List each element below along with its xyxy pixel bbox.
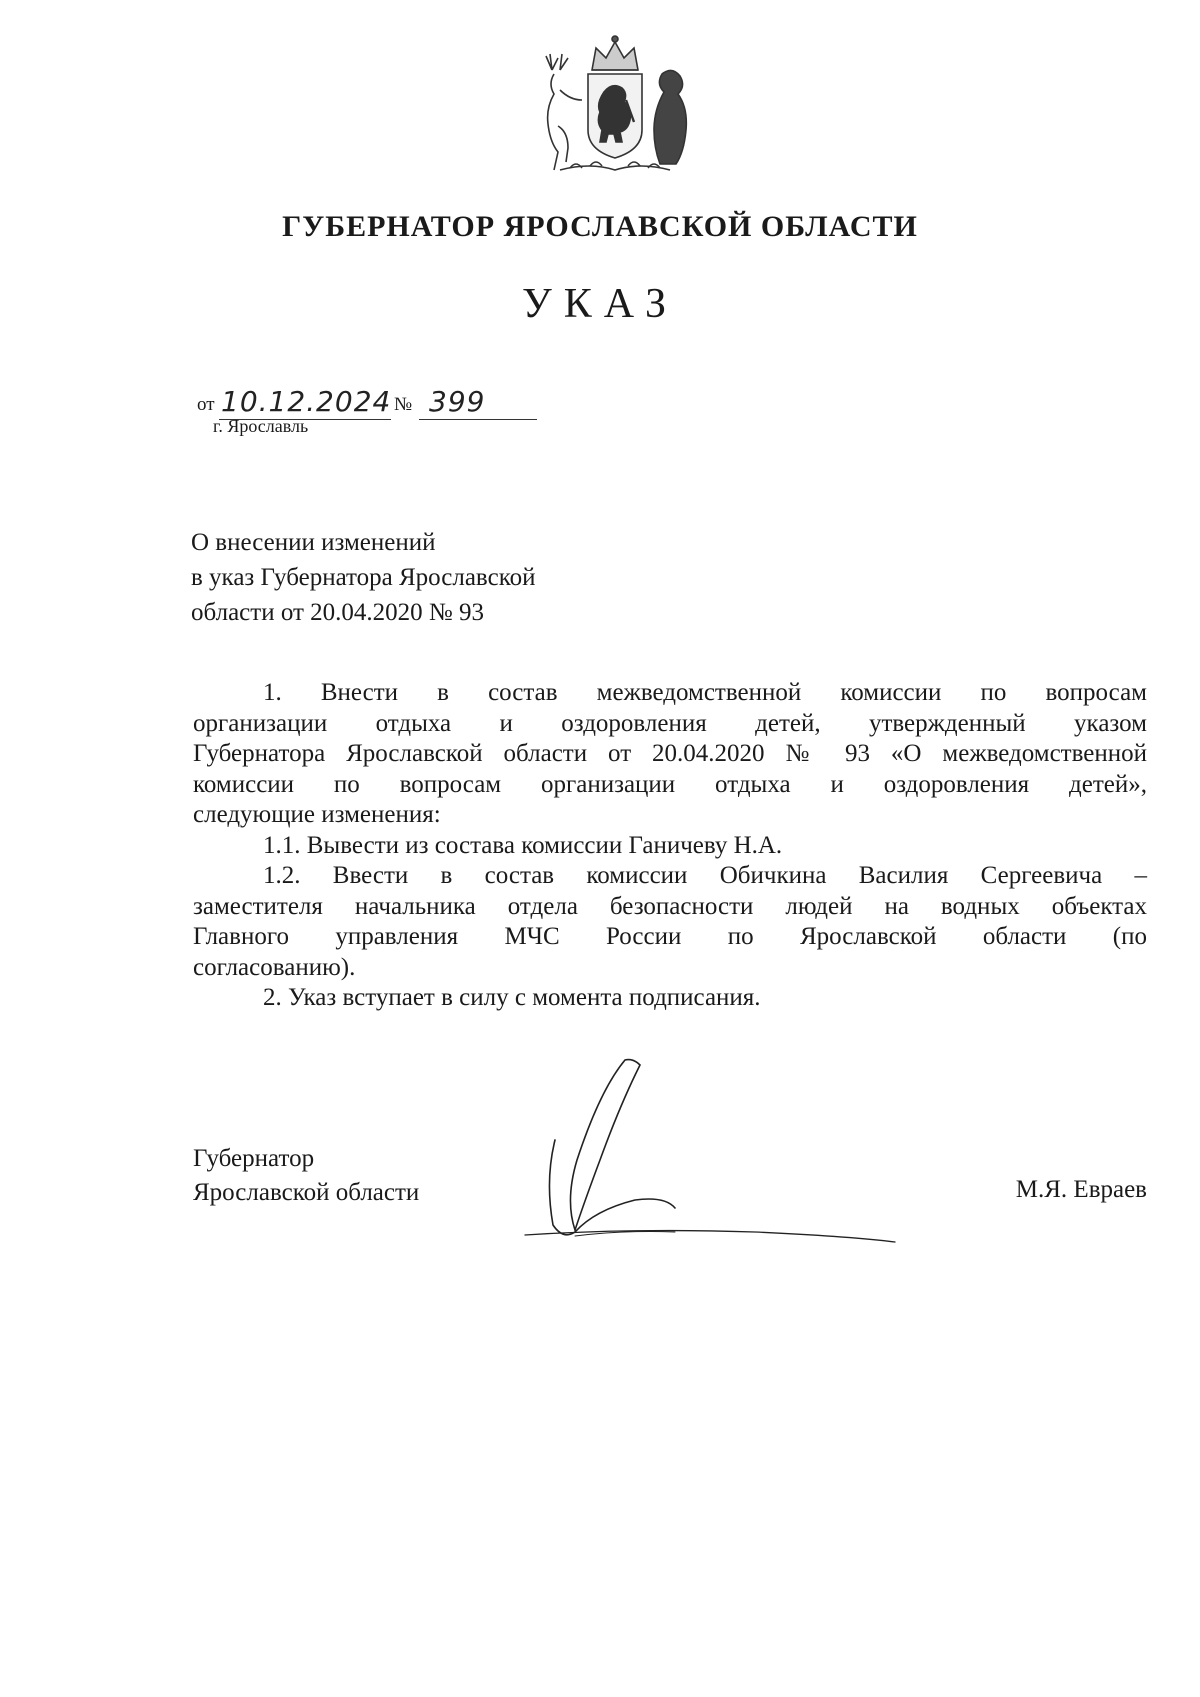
- paragraph-1-2-line: заместителя начальника отдела безопасности людей на водных объектах: [193, 892, 1147, 920]
- paragraph-1-line: организации отдыха и оздоровления детей, утвержденный указом: [193, 709, 1147, 737]
- handwritten-date: 10.12.2024: [221, 385, 392, 418]
- number-prefix: №: [394, 394, 413, 415]
- subject-line: области от 20.04.2020 № 93: [191, 599, 485, 626]
- signatory-title-line: Ярославской области: [193, 1179, 420, 1206]
- subject-block: [191, 525, 535, 630]
- subject-line: О внесении изменений: [191, 529, 436, 556]
- signatory-title: [193, 1142, 419, 1210]
- signatory-name: М.Я. Евраев: [1015, 1176, 1147, 1203]
- issuing-authority-heading: ГУБЕРНАТОР ЯРОСЛАВСКОЙ ОБЛАСТИ: [282, 210, 918, 243]
- paragraph-2: 2. Указ вступает в силу с момента подписания.: [263, 984, 761, 1011]
- paragraph-1-2-line: 1.2. Ввести в состав комиссии Обичкина Василия Сергеевича –: [263, 862, 1147, 889]
- paragraph-1-line: Губернатора Ярославской области от 20.04.2020 № 93 «О межведомственной: [193, 740, 1147, 767]
- subject-line: в указ Губернатора Ярославской: [191, 564, 536, 591]
- decree-body: [193, 678, 1147, 1014]
- paragraph-1-line: комиссии по вопросам организации отдыха и оздоровления детей»,: [193, 770, 1147, 798]
- paragraph-1-line: 1. Внести в состав межведомственной комиссии по вопросам: [263, 679, 1147, 706]
- paragraph-1-2-line: Главного управления МЧС России по Ярославской области (по: [193, 923, 1147, 950]
- handwritten-number: 399: [429, 385, 486, 418]
- document-type-title: УКАЗ: [521, 281, 679, 327]
- paragraph-1-line: следующие изменения:: [193, 801, 441, 828]
- paragraph-1-1: 1.1. Вывести из состава комиссии Ганичеву Н.А.: [263, 831, 783, 859]
- number-underline: [419, 419, 537, 420]
- coat-of-arms-emblem: [530, 30, 700, 180]
- signatory-title-line: Губернатор: [193, 1145, 315, 1172]
- paragraph-1-2-line: согласованию).: [193, 953, 356, 981]
- city-label: г. Ярославль: [213, 416, 309, 436]
- handwritten-signature: [515, 1050, 915, 1250]
- date-prefix: от: [197, 394, 215, 415]
